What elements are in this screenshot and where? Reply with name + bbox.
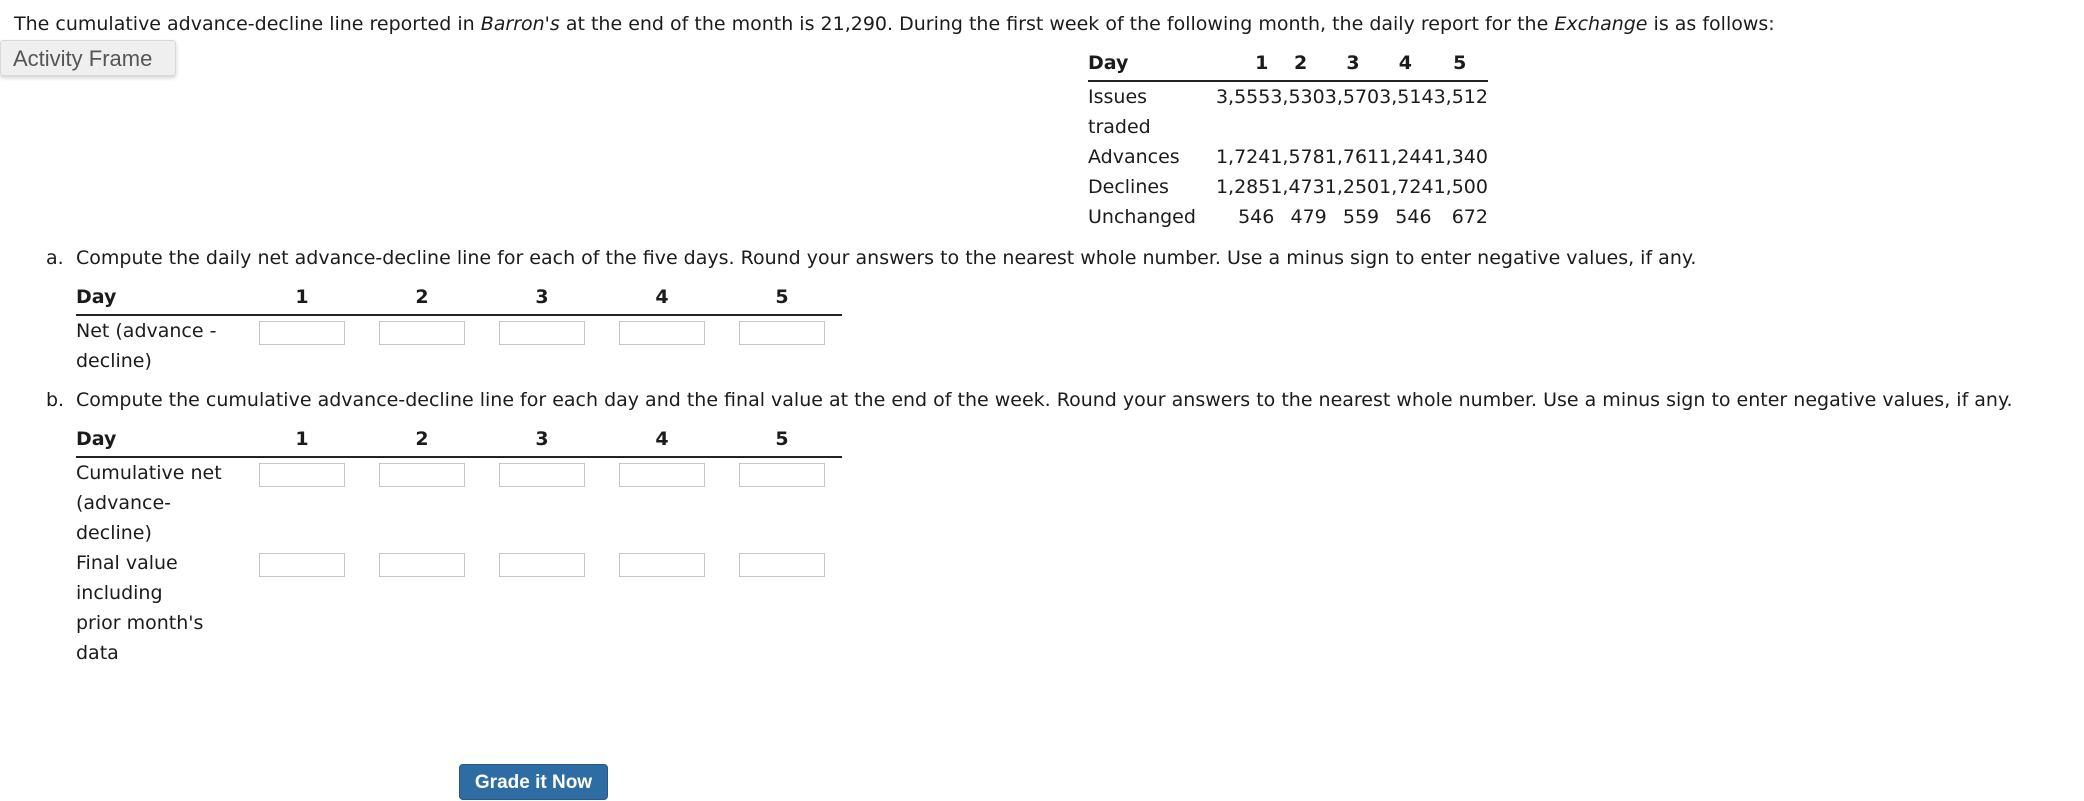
day-col-header: 2 [1274, 52, 1326, 81]
final-day-3-input[interactable] [499, 553, 585, 577]
question-a-text: a. Compute the daily net advance-decline line for each of the five days. Round your answers to the nearest whole number. Use a minus sign to enter negative values, if any. [46, 247, 1697, 269]
day-col-header: 4 [602, 286, 722, 315]
day-col-header: 4 [602, 428, 722, 457]
table-row [1088, 142, 1488, 172]
day-col-header: 1 [242, 428, 362, 457]
table-row [1088, 81, 1488, 142]
day-col-header: 3 [482, 428, 602, 457]
advances-values: 1,7241,5781,7611,2441,340 [1215, 146, 1488, 168]
day-header: Day [76, 286, 242, 315]
table-row [1088, 202, 1488, 232]
row-label: Unchanged [1088, 206, 1196, 228]
answer-cell [602, 315, 722, 376]
cumulative-day-2-input[interactable] [379, 463, 465, 487]
answer-cell [242, 315, 362, 376]
problem-statement: The cumulative advance-decline line reported in Barron's at the end of the month is 21,290. During the first week of the following month, the daily report for the Exchange is as follows: [14, 13, 1775, 35]
day-col-header: 5 [1432, 52, 1488, 81]
declines-values: 1,2851,4731,2501,7241,500 [1215, 176, 1488, 198]
table-header-row [76, 428, 842, 457]
issues-values: 3,5553,5303,5703,5143,512 [1215, 86, 1488, 108]
net-day-3-input[interactable] [499, 321, 585, 345]
answer-cell [482, 457, 602, 548]
answer-cell [482, 548, 602, 668]
day-header: Day [76, 428, 242, 457]
unchanged-value: 672 [1451, 206, 1488, 228]
day-col-header: 3 [482, 286, 602, 315]
answer-cell [242, 548, 362, 668]
activity-frame-tab[interactable]: Activity Frame [0, 40, 176, 76]
cumulative-day-5-input[interactable] [739, 463, 825, 487]
net-day-2-input[interactable] [379, 321, 465, 345]
final-day-5-input[interactable] [739, 553, 825, 577]
final-day-2-input[interactable] [379, 553, 465, 577]
answer-cell [722, 457, 842, 548]
day-col-header: 2 [362, 428, 482, 457]
net-day-4-input[interactable] [619, 321, 705, 345]
answer-cell [482, 315, 602, 376]
table-header-row [1088, 52, 1488, 81]
answer-cell [242, 457, 362, 548]
answer-cell [362, 315, 482, 376]
answer-cell [362, 548, 482, 668]
answer-cell [602, 548, 722, 668]
grade-it-now-button[interactable]: Grade it Now [459, 764, 608, 800]
day-col-header: 1 [242, 286, 362, 315]
answer-cell [602, 457, 722, 548]
row-label: Cumulative net (advance- decline) [76, 462, 222, 544]
row-label: Advances [1088, 146, 1180, 168]
cumulative-day-3-input[interactable] [499, 463, 585, 487]
final-day-4-input[interactable] [619, 553, 705, 577]
day-col-header: 5 [722, 428, 842, 457]
cumulative-advance-decline-table [76, 428, 842, 668]
net-day-1-input[interactable] [259, 321, 345, 345]
net-day-5-input[interactable] [739, 321, 825, 345]
day-col-header: 3 [1327, 52, 1379, 81]
answer-cell [362, 457, 482, 548]
cumulative-day-1-input[interactable] [259, 463, 345, 487]
table-row [76, 315, 842, 376]
unchanged-value: 479 [1290, 206, 1327, 228]
table-row [76, 457, 842, 548]
net-advance-decline-table [76, 286, 842, 376]
final-day-1-input[interactable] [259, 553, 345, 577]
day-col-header: 5 [722, 286, 842, 315]
unchanged-value: 546 [1395, 206, 1432, 228]
day-col-header: 2 [362, 286, 482, 315]
table-row [76, 548, 842, 668]
day-col-header: 1 [1216, 52, 1274, 81]
answer-cell [722, 315, 842, 376]
cumulative-day-4-input[interactable] [619, 463, 705, 487]
daily-report-table [1088, 52, 1488, 232]
answer-cell [722, 548, 842, 668]
table-row [1088, 172, 1488, 202]
row-label: Issues traded [1088, 86, 1151, 138]
row-label: Net (advance - decline) [76, 320, 217, 372]
table-header-row [76, 286, 842, 315]
unchanged-value: 559 [1342, 206, 1380, 228]
unchanged-value: 546 [1238, 206, 1275, 228]
day-col-header: 4 [1379, 52, 1431, 81]
row-label: Declines [1088, 176, 1169, 198]
question-b-text: b. Compute the cumulative advance-decline line for each day and the final value at the end of the week. Round your answers to the nearest whole number. Use a minus sign to enter negative values, if any. [46, 389, 2013, 411]
day-header: Day [1088, 52, 1216, 81]
row-label: Final value including prior month's data [76, 552, 204, 664]
